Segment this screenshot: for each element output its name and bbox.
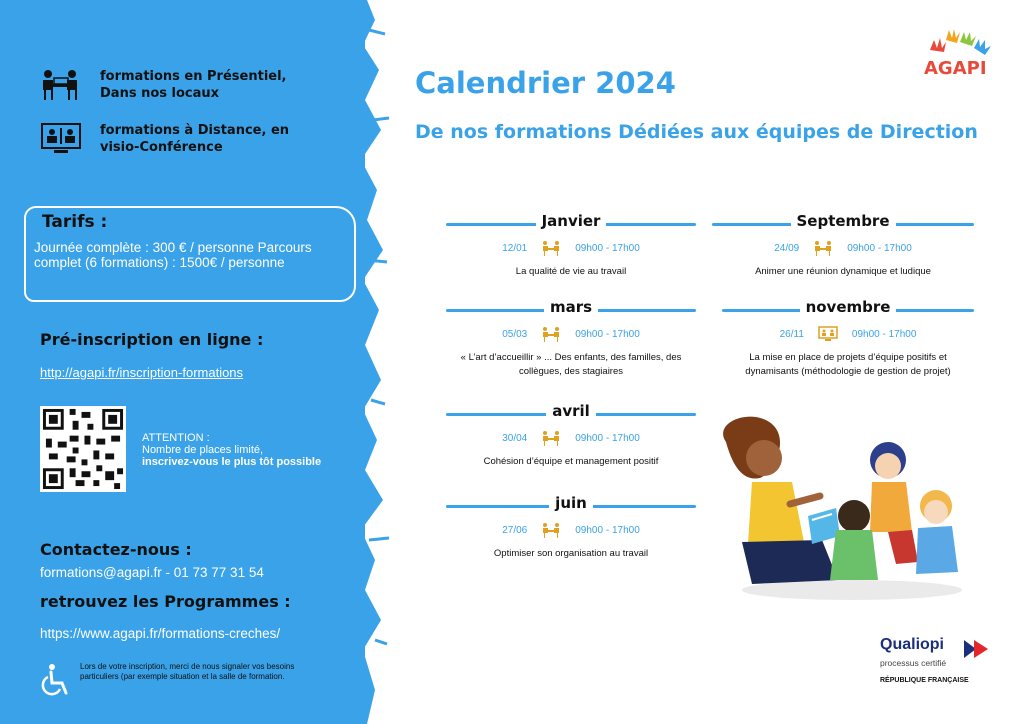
legend-presentiel xyxy=(40,68,290,102)
session-date: 27/06 xyxy=(502,524,528,536)
legend-distance xyxy=(40,122,290,156)
video-conference-icon xyxy=(818,326,838,342)
agapi-logo xyxy=(920,24,996,82)
legend-presentiel-text: formations en Présentiel, Dans nos locaux xyxy=(100,69,287,101)
month-name: novembre xyxy=(800,298,897,316)
qualiopi-badge xyxy=(878,636,998,692)
session-topic: Animer une réunion dynamique et ludique xyxy=(755,266,931,277)
month-name: juin xyxy=(549,494,593,512)
page-title: Calendrier 2024 xyxy=(415,66,676,100)
classroom-icon xyxy=(541,430,561,446)
month-name: Septembre xyxy=(791,212,896,230)
tarifs-text: Journée complète : 300 € / personne Parcours complet (6 formations) : 1500€ / personne xyxy=(34,240,312,270)
session-time: 09h00 - 17h00 xyxy=(847,242,912,254)
month-avril xyxy=(446,402,696,469)
left-panel xyxy=(0,0,365,724)
page-subtitle: De nos formations Dédiées aux équipes de Direction xyxy=(415,121,978,143)
classroom-icon xyxy=(40,68,82,102)
session-topic: La mise en place de projets d’équipe positifs et dynamisants (méthodologie de gestion de projet) xyxy=(745,352,951,377)
tarifs-title: Tarifs : xyxy=(42,212,108,232)
session-time: 09h00 - 17h00 xyxy=(575,328,640,340)
attention-line1: Nombre de places limité, xyxy=(142,444,264,456)
session-topic: « L’art d’accueillir » ... Des enfants, des familles, des collègues, des stagiaires xyxy=(460,352,682,377)
session-topic: La qualité de vie au travail xyxy=(515,266,627,277)
attention-label: ATTENTION : xyxy=(142,432,210,444)
attention-line2: inscrivez-vous le plus tôt possible xyxy=(142,456,322,468)
session-date: 24/09 xyxy=(774,242,800,254)
brush-edge xyxy=(345,0,390,724)
republique-francaise: RÉPUBLIQUE FRANÇAISE xyxy=(880,677,969,684)
contact-line[interactable]: formations@agapi.fr - 01 73 77 31 54 xyxy=(40,565,264,580)
preinscription-title: Pré-inscription en ligne : xyxy=(40,330,264,349)
accessibility-text: Lors de votre inscription, merci de nous signaler vos besoins particuliers (par exemple situation et la salle de formation. xyxy=(80,662,295,681)
month-name: mars xyxy=(544,298,598,316)
session-time: 09h00 - 17h00 xyxy=(575,524,640,536)
classroom-icon xyxy=(541,326,561,342)
session-time: 09h00 - 17h00 xyxy=(575,432,640,444)
wheelchair-icon xyxy=(38,663,70,697)
programmes-link[interactable]: https://www.agapi.fr/formations-creches/ xyxy=(40,626,281,641)
session-date: 05/03 xyxy=(502,328,528,340)
session-date: 26/11 xyxy=(779,328,804,340)
session-time: 09h00 - 17h00 xyxy=(851,328,917,340)
month-name: Janvier xyxy=(536,212,607,230)
month-novembre xyxy=(722,298,974,379)
month-juin xyxy=(446,494,696,561)
classroom-icon xyxy=(813,240,833,256)
attention-note xyxy=(142,432,342,468)
session-topic: Cohésion d’équipe et management positif xyxy=(483,456,659,467)
logo-text: AGAPI xyxy=(924,58,987,79)
tarifs-box xyxy=(24,206,356,302)
classroom-icon xyxy=(541,522,561,538)
preinscription-link[interactable]: http://agapi.fr/inscription-formations xyxy=(40,365,244,380)
classroom-icon xyxy=(541,240,561,256)
month-mars xyxy=(446,298,696,379)
session-date: 30/04 xyxy=(502,432,528,444)
session-time: 09h00 - 17h00 xyxy=(575,242,640,254)
month-name: avril xyxy=(546,402,596,420)
qualiopi-title: Qualiopi xyxy=(880,636,944,653)
qr-code[interactable] xyxy=(40,406,126,492)
programmes-title: retrouvez les Programmes : xyxy=(40,592,291,611)
month-septembre xyxy=(712,212,974,279)
month-janvier xyxy=(446,212,696,279)
session-date: 12/01 xyxy=(502,242,528,254)
session-topic: Optimiser son organisation au travail xyxy=(493,548,649,559)
video-conference-icon xyxy=(40,122,82,156)
contact-title: Contactez-nous : xyxy=(40,540,192,559)
legend-distance-text: formations à Distance, en visio-Conférence xyxy=(100,123,290,155)
qualiopi-subtitle: processus certifié xyxy=(880,658,947,668)
illustration-children-reading xyxy=(712,412,974,602)
qualiopi-arrows-icon xyxy=(962,638,990,660)
